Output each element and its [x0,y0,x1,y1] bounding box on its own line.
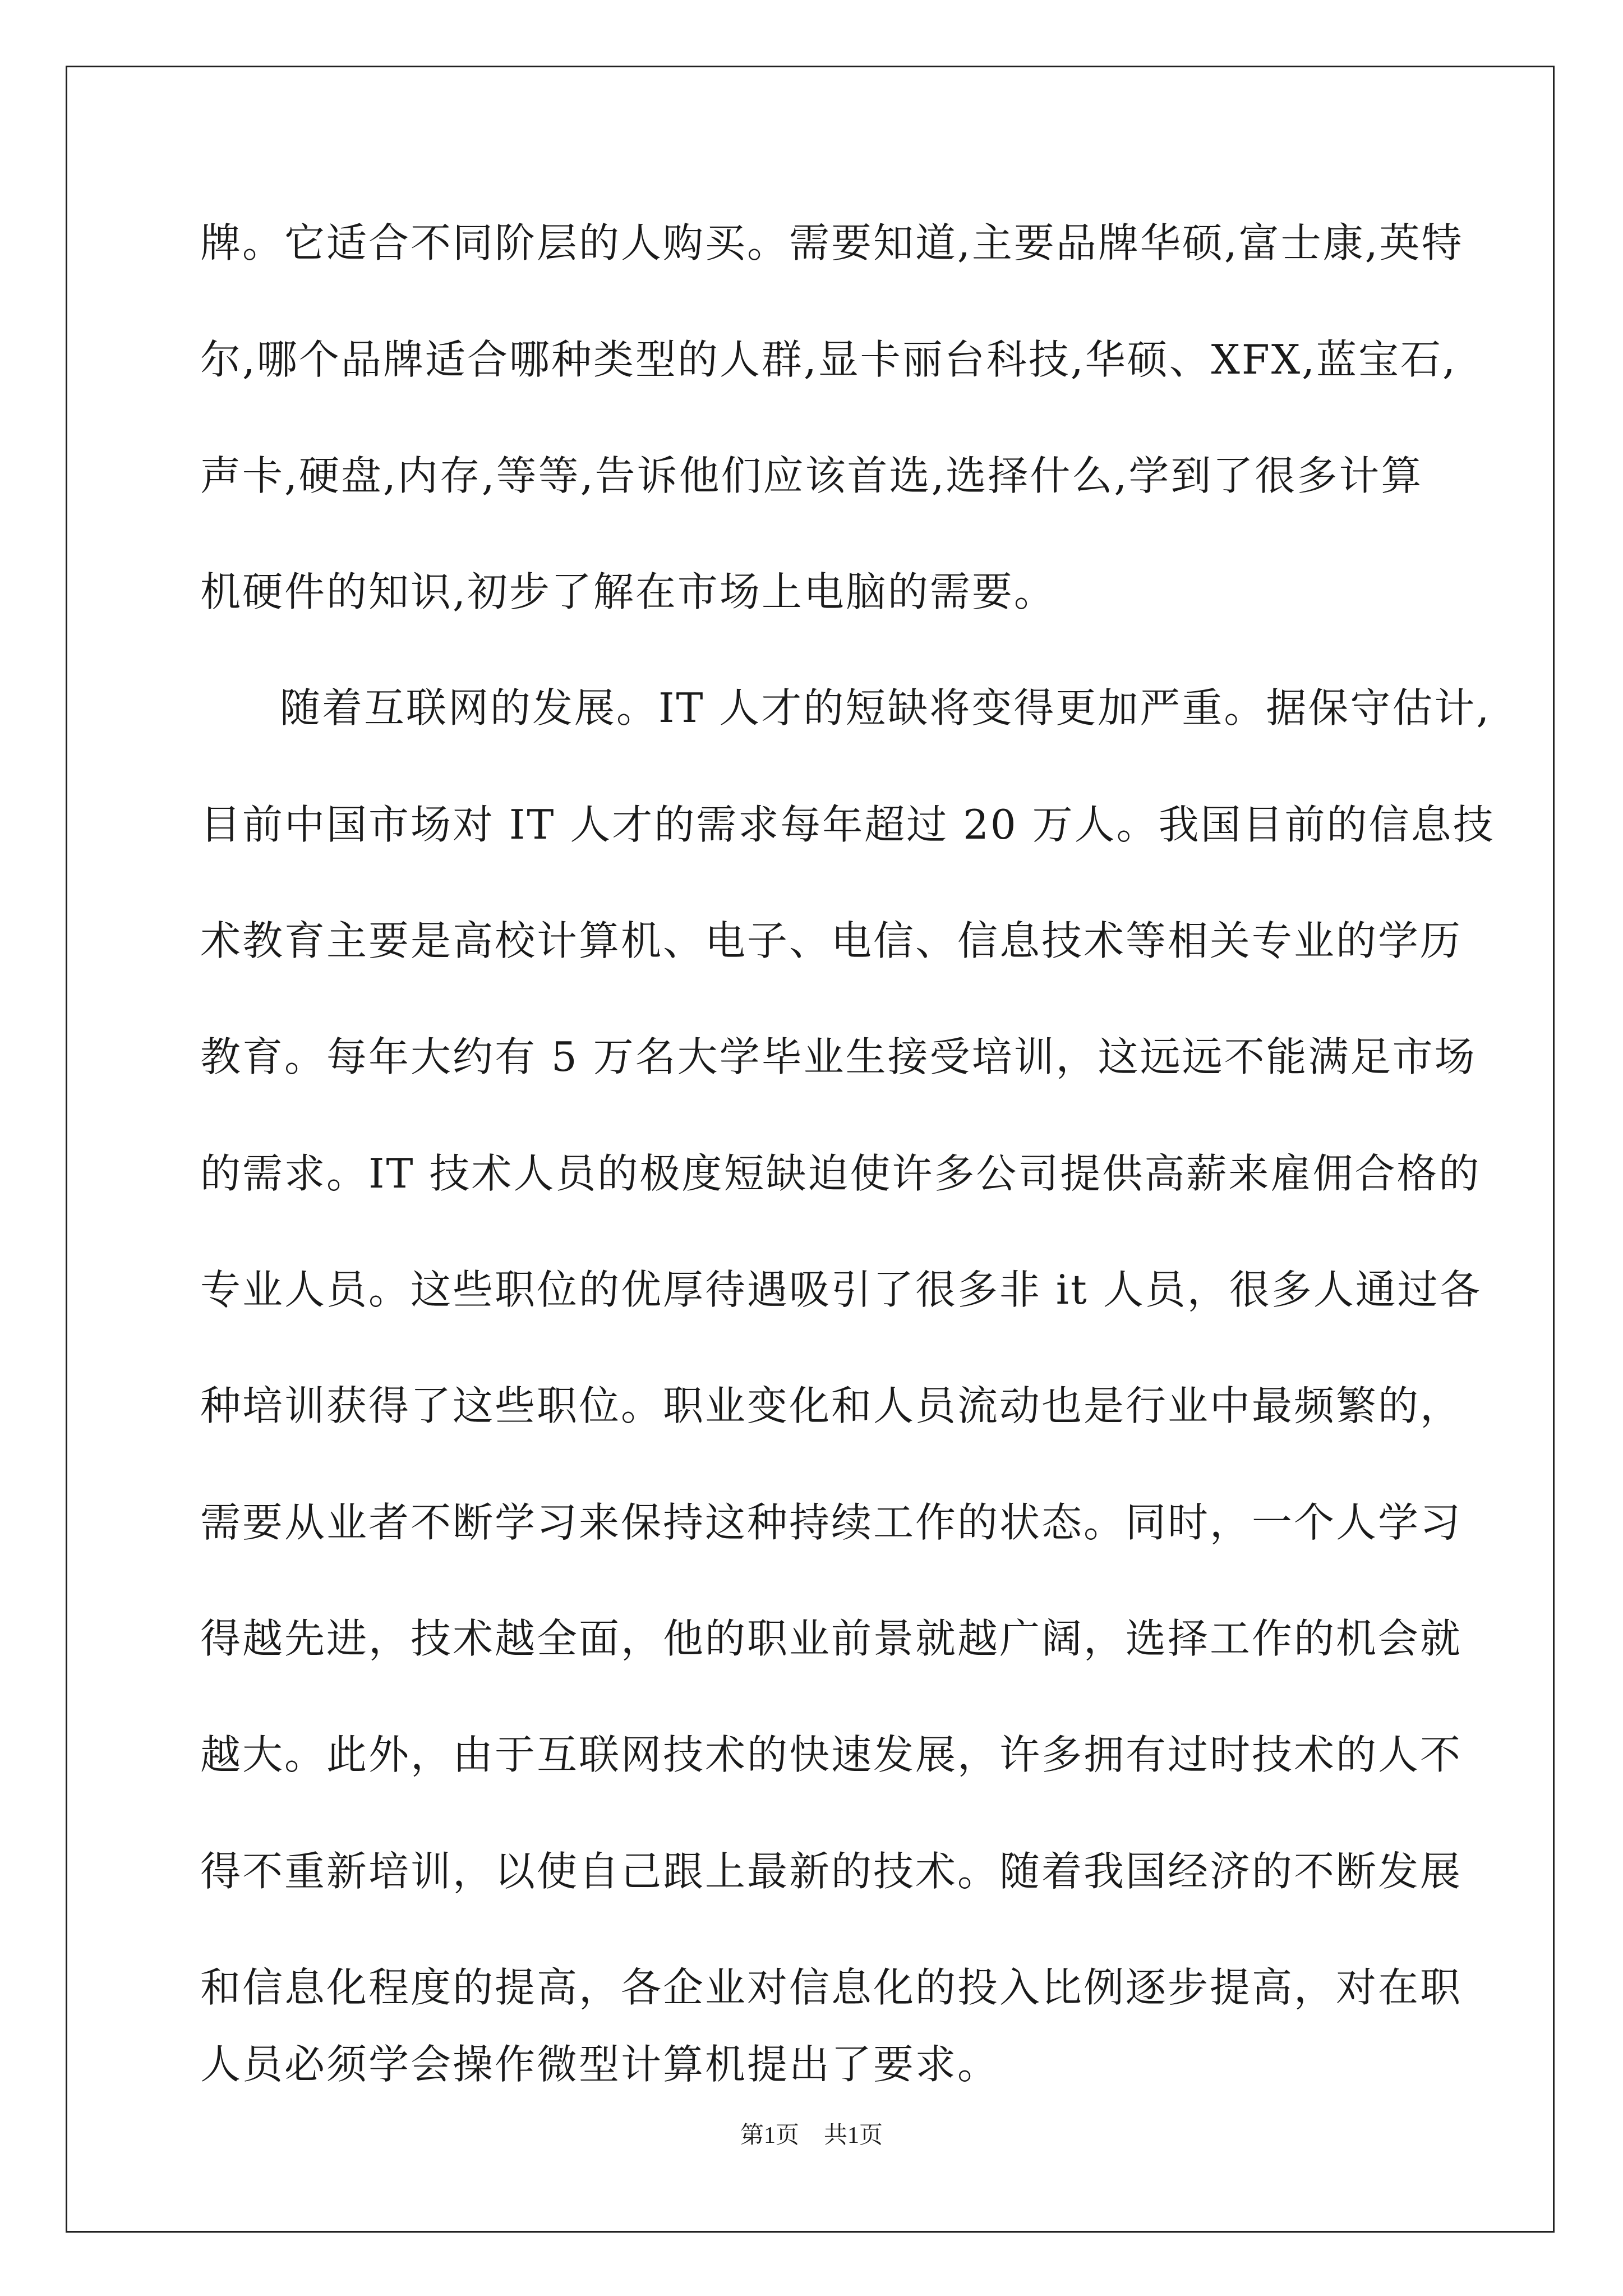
text-line: 声卡,硬盘,内存,等等,告诉他们应该首选,选择什么,学到了很多计算 [200,452,1423,499]
text-line: 目前中国市场对 IT 人才的需求每年超过 20 万人。我国目前的信息技 [200,801,1495,848]
text-line: 教育。每年大约有 5 万名大学毕业生接受培训，这远远不能满足市场 [200,1033,1477,1080]
text-line: 专业人员。这些职位的优厚待遇吸引了很多非 it 人员，很多人通过各 [200,1266,1482,1313]
total-pages: 共1页 [824,2123,883,2148]
text-line: 牌。它适合不同阶层的人购买。需要知道,主要品牌华硕,富士康,英特 [200,219,1464,266]
text-line: 越大。此外，由于互联网技术的快速发展，许多拥有过时技术的人不 [200,1731,1463,1778]
text-line: 得越先进，技术越全面，他的职业前景就越广阔，选择工作的机会就 [200,1615,1463,1662]
text-line: 得不重新培训，以使自己跟上最新的技术。随着我国经济的不断发展 [200,1848,1463,1895]
text-line: 种培训获得了这些职位。职业变化和人员流动也是行业中最频繁的， [200,1382,1463,1429]
page-number: 第1页 [740,2123,799,2148]
text-line: 和信息化程度的提高，各企业对信息化的投入比例逐步提高，对在职 [200,1964,1463,2011]
text-line: 的需求。IT 技术人员的极度短缺迫使许多公司提供高薪来雇佣合格的 [200,1150,1481,1197]
text-line: 术教育主要是高校计算机、电子、电信、信息技术等相关专业的学历 [200,917,1463,964]
text-line: 人员必须学会操作微型计算机提出了要求。 [200,2041,1000,2088]
text-line: 机硬件的知识,初步了解在市场上电脑的需要。 [200,568,1056,615]
text-line: 尔,哪个品牌适合哪种类型的人群,显卡丽台科技,华硕、XFX,蓝宝石, [200,336,1457,383]
paragraph-first-line: 随着互联网的发展。IT 人才的短缺将变得更加严重。据保守估计, [280,684,1491,731]
page-footer [0,2119,1623,2152]
text-line: 需要从业者不断学习来保持这种持续工作的状态。同时，一个人学习 [200,1499,1463,1546]
